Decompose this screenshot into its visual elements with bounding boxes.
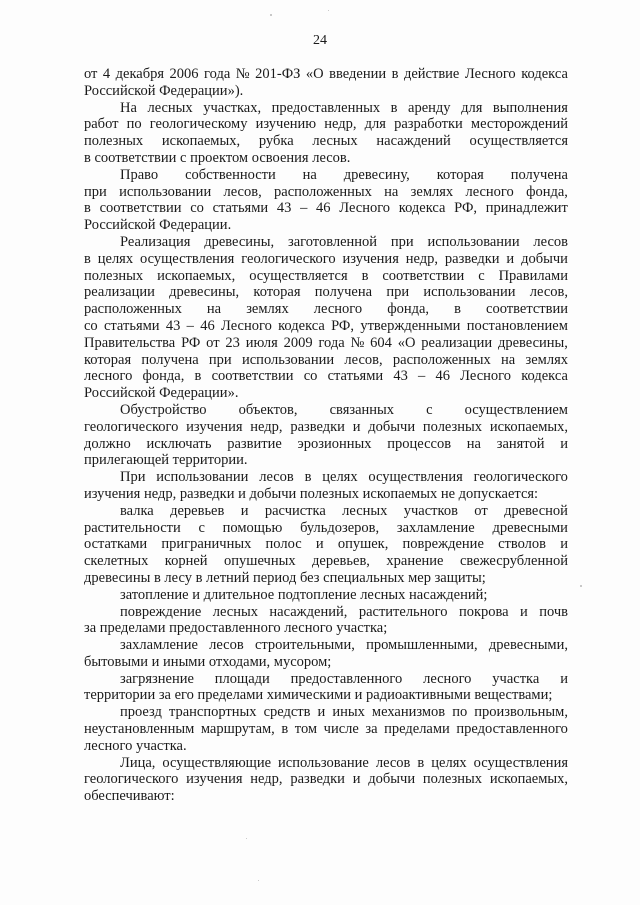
text-line: территории за его пределами химическими и радиоактивными веществами;: [84, 687, 553, 704]
text-line: лесного участка.: [84, 737, 187, 754]
paragraph: [84, 66, 568, 100]
paragraph: [84, 637, 568, 671]
paragraph: [84, 604, 568, 638]
text-line: Правительства РФ от 23 июля 2009 года № 604 «О реализации древесины,: [84, 334, 568, 351]
paragraph: [84, 402, 568, 469]
scan-speck: [258, 880, 259, 881]
paragraph: [84, 503, 568, 587]
text-line: полезных ископаемых, осуществляется в соответствии с Правилами: [84, 267, 568, 284]
text-line: полезных ископаемых, рубка лесных насаждений осуществляется: [84, 133, 568, 150]
paragraph: [84, 671, 568, 705]
text-line: Реализация древесины, заготовленной при использовании лесов: [120, 233, 568, 250]
text-line: остатками приграничных полос и опушек, повреждение стволов и: [84, 536, 568, 553]
text-line: расположенных на землях лесного фонда, в соответствии: [84, 301, 568, 318]
text-line: При использовании лесов в целях осуществления геологического: [120, 469, 568, 486]
text-line: лесного фонда, в соответствии со статьями 43 – 46 Лесного кодекса: [84, 368, 568, 385]
scan-speck: [246, 838, 247, 839]
text-line: проезд транспортных средств и иных механизмов по произвольным,: [120, 704, 568, 721]
text-line: неустановленным маршрутам, в том числе за пределами предоставленного: [84, 721, 568, 738]
paragraph: [84, 234, 568, 402]
text-line: прилегающей территории.: [84, 452, 248, 469]
text-line: реализации древесины, которая получена при использовании лесов,: [84, 284, 568, 301]
page-number: 24: [313, 33, 327, 48]
text-line: древесины в лесу в летний период без специальных мер защиты;: [84, 569, 486, 586]
text-line: от 4 декабря 2006 года № 201-ФЗ «О введении в действие Лесного кодекса: [84, 66, 568, 82]
text-line: скелетных корней опушечных деревьев, хранение свежесрубленной: [84, 553, 568, 570]
text-line: в соответствии со статьями 43 – 46 Лесного кодекса РФ, принадлежит: [84, 200, 568, 217]
text-line: геологического изучения недр, разведки и добычи полезных ископаемых,: [84, 771, 568, 788]
paragraph: [84, 167, 568, 234]
paragraph: [84, 100, 568, 167]
scan-speck: [328, 10, 329, 11]
text-line: растительности с помощью бульдозеров, захламление древесными: [84, 519, 568, 536]
document-body: [84, 66, 568, 805]
text-line: Лица, осуществляющие использование лесов в целях осуществления: [120, 754, 568, 771]
text-line: валка деревьев и расчистка лесных участков от древесной: [120, 502, 568, 519]
text-line: при использовании лесов, расположенных на землях лесного фонда,: [84, 183, 568, 200]
text-line: работ по геологическому изучению недр, для разработки месторождений: [84, 116, 568, 133]
text-line: На лесных участках, предоставленных в аренду для выполнения: [120, 99, 568, 116]
text-line: в целях осуществления геологического изучения недр, разведки и добычи: [84, 250, 568, 267]
text-line: Российской Федерации».: [84, 385, 239, 402]
text-line: изучения недр, разведки и добычи полезных ископаемых не допускается:: [84, 485, 539, 502]
text-line: бытовыми и иными отходами, мусором;: [84, 653, 332, 670]
paragraph: [84, 469, 568, 503]
text-line: Право собственности на древесину, которая получена: [120, 166, 568, 183]
text-line: затопление и длительное подтопление лесных насаждений;: [120, 586, 488, 603]
text-line: Обустройство объектов, связанных с осуществлением: [120, 401, 568, 418]
text-line: в соответствии с проектом освоения лесов.: [84, 149, 351, 166]
paragraph: [84, 587, 568, 604]
text-line: должно исключать развитие эрозионных процессов на занятой и: [84, 435, 568, 452]
text-line: за пределами предоставленного лесного участка;: [84, 620, 388, 637]
paragraph: [84, 704, 568, 754]
text-line: Российской Федерации»).: [84, 82, 244, 99]
scan-speck: [270, 14, 272, 16]
text-line: обеспечивают:: [84, 788, 175, 805]
text-line: захламление лесов строительными, промышленными, древесными,: [120, 637, 568, 654]
paragraph: [84, 755, 568, 805]
text-line: которая получена при использовании лесов, расположенных на землях: [84, 351, 568, 368]
text-line: геологического изучения недр, разведки и добычи полезных ископаемых,: [84, 418, 568, 435]
text-line: повреждение лесных насаждений, растительного покрова и почв: [120, 603, 568, 620]
text-line: Российской Федерации.: [84, 217, 232, 234]
text-line: со статьями 43 – 46 Лесного кодекса РФ, утвержденными постановлением: [84, 317, 568, 334]
scan-speck: [580, 585, 582, 587]
text-line: загрязнение площади предоставленного лесного участка и: [120, 670, 568, 687]
